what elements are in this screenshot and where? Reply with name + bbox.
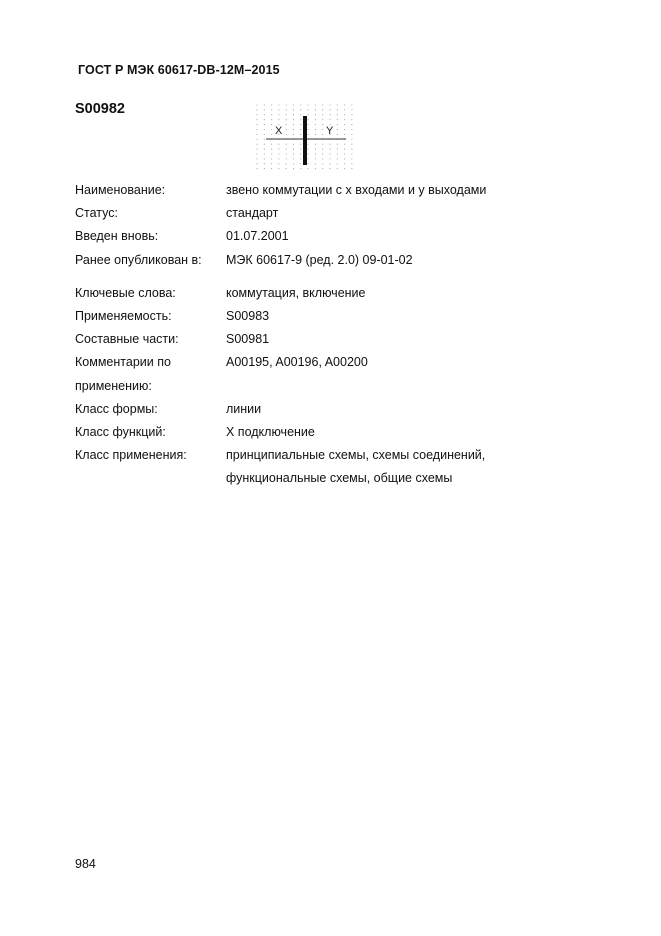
grid-dot bbox=[264, 104, 265, 105]
grid-dot bbox=[286, 153, 287, 154]
grid-dot bbox=[315, 104, 316, 105]
grid-dot bbox=[286, 114, 287, 115]
grid-dot bbox=[293, 109, 294, 110]
grid-dot bbox=[308, 149, 309, 150]
grid-dot bbox=[264, 139, 265, 140]
grid-dot bbox=[344, 119, 345, 120]
grid-dot bbox=[264, 158, 265, 159]
field-row-application-class bbox=[75, 444, 635, 490]
grid-dot bbox=[344, 144, 345, 145]
grid-dot bbox=[286, 168, 287, 169]
grid-dot bbox=[271, 109, 272, 110]
grid-dot bbox=[278, 114, 279, 115]
grid-dot bbox=[264, 129, 265, 130]
grid-dot bbox=[308, 153, 309, 154]
grid-dot bbox=[293, 104, 294, 105]
grid-dot bbox=[329, 149, 330, 150]
grid-dot bbox=[344, 168, 345, 169]
grid-dot bbox=[300, 104, 301, 105]
grid-dot bbox=[300, 163, 301, 164]
grid-dot bbox=[337, 149, 338, 150]
grid-dot bbox=[351, 114, 352, 115]
output-label: Y bbox=[326, 125, 334, 137]
grid-dot bbox=[286, 109, 287, 110]
grid-dot bbox=[351, 168, 352, 169]
grid-dot bbox=[256, 129, 257, 130]
field-value bbox=[226, 444, 635, 490]
grid-dot bbox=[322, 153, 323, 154]
grid-dot bbox=[337, 124, 338, 125]
field-label: Класс применения: bbox=[75, 448, 187, 463]
grid-dot bbox=[256, 124, 257, 125]
grid-dot bbox=[351, 129, 352, 130]
grid-dot bbox=[278, 153, 279, 154]
field-value: стандарт bbox=[226, 206, 279, 221]
grid-dot bbox=[329, 109, 330, 110]
field-row-previously-published bbox=[75, 249, 635, 272]
field-row-status bbox=[75, 202, 635, 225]
grid-dot bbox=[351, 163, 352, 164]
grid-dot bbox=[337, 168, 338, 169]
grid-dot bbox=[322, 104, 323, 105]
input-label: X bbox=[275, 125, 283, 137]
field-row-keywords bbox=[75, 282, 635, 305]
grid-dot bbox=[344, 114, 345, 115]
field-value: S00981 bbox=[226, 332, 270, 347]
grid-dot bbox=[322, 144, 323, 145]
grid-dot bbox=[315, 119, 316, 120]
field-label: Ранее опубликован в: bbox=[75, 252, 202, 267]
grid-dot bbox=[293, 124, 294, 125]
grid-dot bbox=[264, 153, 265, 154]
field-label-line: Комментарии по bbox=[75, 355, 171, 370]
grid-dot bbox=[286, 149, 287, 150]
grid-dot bbox=[264, 134, 265, 135]
grid-dot bbox=[300, 144, 301, 145]
grid-dot bbox=[315, 109, 316, 110]
grid-dot bbox=[300, 158, 301, 159]
grid-dot bbox=[264, 119, 265, 120]
grid-dot bbox=[293, 153, 294, 154]
field-row-function-class bbox=[75, 421, 635, 444]
grid-dot bbox=[271, 144, 272, 145]
grid-dot bbox=[286, 119, 287, 120]
grid-dot bbox=[308, 109, 309, 110]
field-value: S00983 bbox=[226, 309, 270, 324]
field-label: Составные части: bbox=[75, 332, 179, 347]
grid-dot bbox=[264, 149, 265, 150]
grid-dot bbox=[351, 139, 352, 140]
grid-dot bbox=[256, 163, 257, 164]
grid-dot bbox=[278, 149, 279, 150]
grid-dot bbox=[351, 149, 352, 150]
grid-dot bbox=[293, 114, 294, 115]
grid-dot bbox=[271, 168, 272, 169]
grid-dot bbox=[329, 104, 330, 105]
grid-dot bbox=[300, 114, 301, 115]
grid-dot bbox=[351, 124, 352, 125]
grid-dot bbox=[278, 158, 279, 159]
grid-dot bbox=[351, 109, 352, 110]
grid-dot bbox=[271, 149, 272, 150]
grid-dot bbox=[308, 124, 309, 125]
grid-dot bbox=[351, 153, 352, 154]
grid-dot bbox=[293, 119, 294, 120]
grid-dot bbox=[278, 168, 279, 169]
grid-dot bbox=[278, 163, 279, 164]
section-spacer bbox=[75, 272, 635, 282]
grid-dot bbox=[256, 168, 257, 169]
grid-dot bbox=[271, 124, 272, 125]
grid-dot bbox=[351, 158, 352, 159]
grid-dot bbox=[322, 119, 323, 120]
field-value: МЭК 60617-9 (ред. 2.0) 09-01-02 bbox=[226, 252, 413, 267]
field-label: Класс функций: bbox=[75, 425, 166, 440]
grid-dot bbox=[271, 119, 272, 120]
grid-dot bbox=[278, 104, 279, 105]
grid-dot bbox=[308, 168, 309, 169]
grid-dot bbox=[322, 114, 323, 115]
grid-dot bbox=[300, 109, 301, 110]
field-value-line: принципиальные схемы, схемы соединений, bbox=[226, 448, 486, 463]
field-value: 01.07.2001 bbox=[226, 229, 289, 244]
grid-dot bbox=[337, 158, 338, 159]
grid-dot bbox=[344, 163, 345, 164]
grid-dot bbox=[293, 168, 294, 169]
grid-dot bbox=[344, 158, 345, 159]
grid-dot bbox=[337, 114, 338, 115]
grid-dot bbox=[293, 163, 294, 164]
grid-dot bbox=[315, 129, 316, 130]
grid-dot bbox=[344, 134, 345, 135]
grid-dot bbox=[315, 149, 316, 150]
symbol-graphic bbox=[254, 103, 360, 175]
field-row-application-notes bbox=[75, 351, 635, 397]
grid-dot bbox=[286, 158, 287, 159]
grid-dot bbox=[271, 153, 272, 154]
grid-dot bbox=[329, 163, 330, 164]
grid-dot bbox=[329, 114, 330, 115]
grid-dot bbox=[337, 144, 338, 145]
field-value: коммутация, включение bbox=[226, 285, 366, 300]
grid-dot bbox=[264, 163, 265, 164]
grid-dot bbox=[315, 114, 316, 115]
grid-dot bbox=[322, 134, 323, 135]
grid-dot bbox=[322, 109, 323, 110]
grid-dot bbox=[329, 153, 330, 154]
grid-dot bbox=[337, 134, 338, 135]
field-label-line: применению: bbox=[75, 378, 152, 393]
grid-dot bbox=[344, 124, 345, 125]
grid-dot bbox=[337, 109, 338, 110]
grid-dot bbox=[286, 134, 287, 135]
grid-dot bbox=[293, 134, 294, 135]
grid-dot bbox=[271, 129, 272, 130]
grid-dot bbox=[293, 158, 294, 159]
field-label: Статус: bbox=[75, 206, 118, 221]
grid-dot bbox=[256, 114, 257, 115]
grid-dot bbox=[351, 134, 352, 135]
grid-dot bbox=[337, 163, 338, 164]
grid-dot bbox=[264, 124, 265, 125]
field-label bbox=[75, 351, 226, 397]
grid-dot bbox=[322, 129, 323, 130]
grid-dot bbox=[344, 104, 345, 105]
grid-dot bbox=[308, 163, 309, 164]
grid-dot bbox=[278, 144, 279, 145]
grid-dot bbox=[256, 144, 257, 145]
grid-dot bbox=[315, 163, 316, 164]
grid-dot bbox=[300, 124, 301, 125]
grid-dot bbox=[329, 119, 330, 120]
grid-dot bbox=[264, 114, 265, 115]
field-value: звено коммутации с x входами и y выходами bbox=[226, 183, 487, 197]
grid-dot bbox=[337, 104, 338, 105]
grid-dot bbox=[308, 134, 309, 135]
grid-dot bbox=[293, 149, 294, 150]
grid-dot bbox=[300, 134, 301, 135]
grid-dot bbox=[315, 144, 316, 145]
grid-dot bbox=[329, 168, 330, 169]
field-label: Класс формы: bbox=[75, 401, 158, 416]
grid-dot bbox=[256, 149, 257, 150]
grid-dot bbox=[329, 144, 330, 145]
grid-dot bbox=[271, 114, 272, 115]
grid-dot bbox=[344, 109, 345, 110]
grid-dot bbox=[278, 119, 279, 120]
field-value: A00195, A00196, A00200 bbox=[226, 355, 368, 370]
grid-dot bbox=[300, 168, 301, 169]
grid-dot bbox=[315, 134, 316, 135]
field-row-name bbox=[75, 179, 635, 202]
grid-dot bbox=[351, 119, 352, 120]
field-label: Применяемость: bbox=[75, 309, 172, 324]
grid-dot bbox=[308, 158, 309, 159]
grid-dot bbox=[286, 163, 287, 164]
field-label: Введен вновь: bbox=[75, 229, 159, 244]
grid-dot bbox=[344, 149, 345, 150]
attribute-list bbox=[75, 179, 635, 491]
symbol-code: S00982 bbox=[75, 101, 125, 117]
grid-dot bbox=[256, 109, 257, 110]
grid-dot bbox=[344, 153, 345, 154]
grid-dot bbox=[337, 153, 338, 154]
grid-dot bbox=[271, 158, 272, 159]
grid-dot bbox=[351, 104, 352, 105]
field-value-line: функциональные схемы, общие схемы bbox=[226, 471, 453, 486]
grid-dot bbox=[286, 124, 287, 125]
grid-dot bbox=[308, 144, 309, 145]
grid-dot bbox=[293, 129, 294, 130]
grid-dot bbox=[300, 119, 301, 120]
grid-dot bbox=[344, 129, 345, 130]
document-header: ГОСТ Р МЭК 60617-DB-12M–2015 bbox=[78, 63, 280, 77]
grid-dot bbox=[308, 104, 309, 105]
grid-dot bbox=[322, 163, 323, 164]
grid-dot bbox=[329, 158, 330, 159]
grid-dot bbox=[286, 129, 287, 130]
grid-dot bbox=[264, 109, 265, 110]
grid-dot bbox=[256, 104, 257, 105]
grid-dot bbox=[256, 134, 257, 135]
grid-dot bbox=[256, 158, 257, 159]
grid-dot bbox=[271, 104, 272, 105]
grid-dot bbox=[256, 153, 257, 154]
grid-dot bbox=[264, 144, 265, 145]
grid-dot bbox=[271, 163, 272, 164]
field-value: линии bbox=[226, 401, 262, 416]
grid-dot bbox=[322, 124, 323, 125]
grid-dot bbox=[351, 144, 352, 145]
grid-dot bbox=[300, 153, 301, 154]
grid-dot bbox=[322, 168, 323, 169]
field-row-introduced bbox=[75, 225, 635, 248]
grid-dot bbox=[256, 119, 257, 120]
grid-dot bbox=[286, 104, 287, 105]
grid-dot bbox=[308, 119, 309, 120]
grid-dot bbox=[271, 134, 272, 135]
grid-dot bbox=[264, 168, 265, 169]
grid-dot bbox=[315, 158, 316, 159]
grid-dot bbox=[300, 149, 301, 150]
field-row-applicability bbox=[75, 305, 635, 328]
grid-dot bbox=[300, 129, 301, 130]
grid-dot bbox=[308, 114, 309, 115]
grid-dot bbox=[322, 158, 323, 159]
grid-dot bbox=[315, 153, 316, 154]
grid-dot bbox=[286, 144, 287, 145]
grid-dot bbox=[337, 119, 338, 120]
grid-dot bbox=[256, 139, 257, 140]
field-value: X подключение bbox=[226, 425, 315, 440]
field-row-shape-class bbox=[75, 398, 635, 421]
field-label: Наименование: bbox=[75, 183, 166, 197]
grid-dot bbox=[322, 149, 323, 150]
grid-dot bbox=[337, 129, 338, 130]
grid-dot bbox=[293, 144, 294, 145]
field-label: Ключевые слова: bbox=[75, 285, 176, 300]
grid-dot bbox=[308, 129, 309, 130]
grid-dot bbox=[315, 124, 316, 125]
grid-dot bbox=[315, 168, 316, 169]
grid-dot bbox=[278, 109, 279, 110]
field-row-components bbox=[75, 328, 635, 351]
page-number: 984 bbox=[75, 857, 96, 871]
